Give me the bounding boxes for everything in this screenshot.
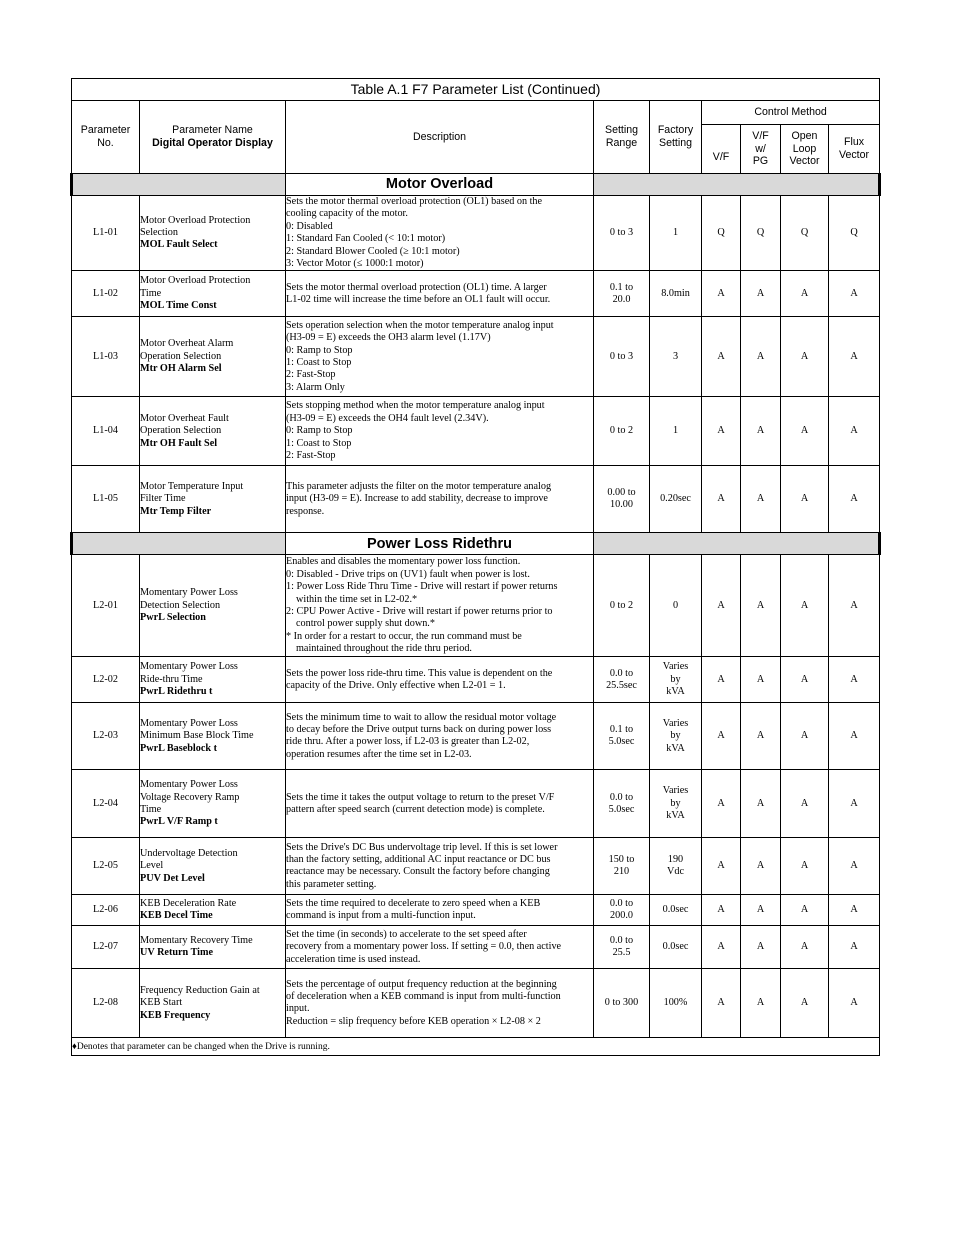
text-line: Sets operation selection when the motor temperature analog input [286, 319, 554, 331]
method-flux-vector: A [829, 895, 880, 926]
param-name [140, 196, 286, 271]
text-line: 100% [663, 997, 688, 1009]
factory-setting [650, 838, 702, 895]
section-band-left [72, 533, 286, 555]
text-line: by [670, 797, 681, 809]
header-control-method: Control Method [702, 101, 880, 125]
setting-range [594, 703, 650, 770]
param-name [140, 657, 286, 703]
param-number: L2-02 [72, 657, 140, 703]
setting-range [594, 317, 650, 397]
text-line: Varies [662, 785, 689, 797]
text-line: input (H3-09 = E). Increase to add stability, decrease to improve [286, 493, 548, 505]
param-description [286, 926, 594, 969]
table-row [72, 397, 880, 466]
factory-setting [650, 926, 702, 969]
text-line: 0 to 3 [609, 227, 634, 239]
text-line: Enables and disables the momentary power loss function. [286, 556, 521, 568]
text-line: 0: Disabled - Drive trips on (UV1) fault when power is lost. [286, 568, 530, 580]
operator-display: MOL Time Const [140, 300, 217, 312]
text-line: 8.0min [661, 287, 690, 299]
param-number: L1-03 [72, 317, 140, 397]
text-line: 3 [672, 350, 679, 362]
param-name [140, 926, 286, 969]
text-line: Sets the percentage of output frequency reduction at the beginning [286, 978, 557, 990]
text-line: Motor Overload Protection [140, 275, 251, 287]
text-line: This parameter adjusts the filter on the motor temperature analog [286, 480, 552, 492]
text-line: 0.00 to [607, 487, 636, 499]
text-line: 0.0 to [609, 667, 634, 679]
text-line: 25.5sec [606, 679, 637, 691]
text-line: 1 [672, 425, 679, 437]
text-line: 3: Vector Motor (≤ 1000:1 motor) [286, 258, 424, 270]
text-line: Motor Overheat Alarm [140, 338, 234, 350]
table-row [72, 770, 880, 838]
text-line: 0.1 to [609, 724, 634, 736]
text-line: Momentary Power Loss [140, 661, 238, 673]
param-description [286, 271, 594, 317]
text-line: kVA [666, 742, 685, 754]
method-open-loop-vector: A [781, 466, 829, 533]
method-vf: A [702, 271, 741, 317]
param-name [140, 838, 286, 895]
text-line: Level [140, 860, 164, 872]
header-factory-setting: Factory Setting [650, 101, 702, 174]
param-number: L2-01 [72, 555, 140, 657]
text-line: Motor Temperature Input [140, 480, 244, 492]
factory-setting [650, 703, 702, 770]
text-line: Reduction = slip frequency before KEB operation × L2-08 × 2 [286, 1015, 541, 1027]
param-name [140, 317, 286, 397]
text-line: Filter Time [140, 493, 186, 505]
text-line: Momentary Power Loss [140, 779, 238, 791]
text-line: 1: Coast to Stop [286, 356, 352, 368]
param-number: L2-03 [72, 703, 140, 770]
param-description [286, 466, 594, 533]
header-vf-pg: V/F w/ PG [741, 125, 781, 174]
method-flux-vector: A [829, 770, 880, 838]
text-line: 0: Ramp to Stop [286, 425, 353, 437]
text-line: L1-02 time will increase the time before an OL1 fault will occur. [286, 293, 551, 305]
text-line: ride thru. After a power loss, if L2-03 is greater than L2-02, [286, 736, 530, 748]
text-line: command is input from a multi-function input. [286, 910, 476, 922]
text-line: 0.0sec [662, 904, 689, 916]
header-setting-range: Setting Range [594, 101, 650, 174]
text-line: 5.0sec [608, 803, 635, 815]
method-vf: A [702, 969, 741, 1038]
text-line: 2: Fast-Stop [286, 369, 336, 381]
method-open-loop-vector: A [781, 770, 829, 838]
factory-setting [650, 196, 702, 271]
text-line: 2: Fast-Stop [286, 450, 336, 462]
text-line: Momentary Recovery Time [140, 935, 253, 947]
table-row [72, 466, 880, 533]
text-line: response. [286, 505, 325, 517]
text-line: Sets the power loss ride-thru time. This value is dependent on the [286, 667, 553, 679]
method-vf: A [702, 317, 741, 397]
method-vf-pg: A [741, 271, 781, 317]
param-number: L1-05 [72, 466, 140, 533]
text-line: 190 [667, 854, 684, 866]
text-line: Time [140, 287, 162, 299]
text-line: Sets the motor thermal overload protection (OL1) time. A larger [286, 281, 547, 293]
param-name [140, 770, 286, 838]
setting-range [594, 770, 650, 838]
param-number: L1-04 [72, 397, 140, 466]
param-name [140, 555, 286, 657]
method-open-loop-vector: A [781, 317, 829, 397]
setting-range [594, 895, 650, 926]
text-line: Momentary Power Loss [140, 587, 238, 599]
text-line: 200.0 [610, 910, 633, 922]
text-line: Time [140, 803, 162, 815]
method-flux-vector: A [829, 397, 880, 466]
text-line: KEB Start [140, 997, 183, 1009]
text-line: 0 to 2 [609, 599, 634, 611]
method-vf: A [702, 555, 741, 657]
table-row [72, 703, 880, 770]
param-name [140, 466, 286, 533]
method-open-loop-vector: A [781, 271, 829, 317]
table-row [72, 196, 880, 271]
operator-display: PwrL V/F Ramp t [140, 816, 218, 828]
text-line: by [670, 730, 681, 742]
text-line: 5.0sec [608, 736, 635, 748]
method-vf: A [702, 703, 741, 770]
text-line: KEB Deceleration Rate [140, 898, 237, 910]
param-number: L2-06 [72, 895, 140, 926]
method-flux-vector: A [829, 657, 880, 703]
text-line: 0.0sec [662, 941, 689, 953]
operator-display: PwrL Ridethru t [140, 686, 213, 698]
param-number: L2-07 [72, 926, 140, 969]
setting-range [594, 271, 650, 317]
text-line: Sets the time required to decelerate to zero speed when a KEB [286, 898, 541, 910]
text-line: operation resumes after the time set in L2-03. [286, 748, 472, 760]
operator-display: Mtr OH Fault Sel [140, 437, 218, 449]
method-open-loop-vector: A [781, 838, 829, 895]
text-line: within the time set in L2-02.* [296, 593, 418, 605]
method-open-loop-vector: A [781, 657, 829, 703]
operator-display: PwrL Baseblock t [140, 742, 217, 754]
operator-display: MOL Fault Select [140, 239, 218, 251]
setting-range [594, 397, 650, 466]
text-line: Undervoltage Detection [140, 847, 238, 859]
method-open-loop-vector: Q [781, 196, 829, 271]
text-line: 0.1 to [609, 281, 634, 293]
text-line: 0: Disabled [286, 220, 333, 232]
text-line: kVA [666, 810, 685, 822]
factory-setting [650, 555, 702, 657]
method-vf: A [702, 926, 741, 969]
section-header-row [72, 174, 880, 196]
text-line: 25.5 [612, 947, 631, 959]
text-line: (H3-09 = E) exceeds the OH3 alarm level (1.17V) [286, 332, 491, 344]
method-vf: A [702, 895, 741, 926]
method-vf-pg: A [741, 466, 781, 533]
factory-setting [650, 466, 702, 533]
param-description [286, 838, 594, 895]
param-description [286, 196, 594, 271]
setting-range [594, 196, 650, 271]
text-line: Selection [140, 227, 178, 239]
factory-setting [650, 657, 702, 703]
method-open-loop-vector: A [781, 703, 829, 770]
method-vf-pg: A [741, 895, 781, 926]
text-line: to decay before the Drive output turns back on during power loss [286, 724, 552, 736]
section-band-right [594, 533, 880, 555]
method-vf: Q [702, 196, 741, 271]
text-line: Motor Overheat Fault [140, 412, 229, 424]
param-description [286, 555, 594, 657]
text-line: reactance may be necessary. Consult the factory before changing [286, 866, 550, 878]
section-band-left [72, 174, 286, 196]
text-line: 2: Standard Blower Cooled (≥ 10:1 motor) [286, 245, 460, 257]
text-line: Varies [662, 717, 689, 729]
param-name [140, 969, 286, 1038]
section-header-row [72, 533, 880, 555]
text-line: input. [286, 1003, 310, 1015]
text-line: Frequency Reduction Gain at [140, 984, 260, 996]
text-line: Sets the time it takes the output voltage to return to the preset V/F [286, 791, 555, 803]
method-open-loop-vector: A [781, 555, 829, 657]
text-line: Motor Overload Protection [140, 214, 251, 226]
method-vf-pg: A [741, 969, 781, 1038]
param-description [286, 397, 594, 466]
operator-display: KEB Frequency [140, 1009, 211, 1021]
method-vf: A [702, 770, 741, 838]
method-open-loop-vector: A [781, 969, 829, 1038]
header-flux-vector: Flux Vector [829, 125, 880, 174]
text-line: capacity of the Drive. Only effective when L2-01 = 1. [286, 679, 506, 691]
factory-setting [650, 969, 702, 1038]
param-number: L2-08 [72, 969, 140, 1038]
text-line: 0 to 300 [604, 997, 639, 1009]
text-line: Voltage Recovery Ramp [140, 791, 240, 803]
param-description [286, 317, 594, 397]
param-number: L1-01 [72, 196, 140, 271]
param-description [286, 895, 594, 926]
text-line: Operation Selection [140, 425, 222, 437]
table-row [72, 657, 880, 703]
text-line: 0 [672, 599, 679, 611]
operator-display: Mtr Temp Filter [140, 505, 212, 517]
text-line: acceleration time is used instead. [286, 953, 421, 965]
section-title: Power Loss Ridethru [286, 533, 594, 555]
factory-setting [650, 770, 702, 838]
param-description [286, 969, 594, 1038]
footnote: ♦Denotes that parameter can be changed when the Drive is running. [72, 1038, 880, 1056]
text-line: Minimum Base Block Time [140, 730, 254, 742]
text-line: 1 [672, 227, 679, 239]
text-line: Sets the minimum time to wait to allow the residual motor voltage [286, 711, 557, 723]
text-line: Ride-thru Time [140, 673, 203, 685]
text-line: Set the time (in seconds) to accelerate to the set speed after [286, 928, 527, 940]
text-line: Momentary Power Loss [140, 717, 238, 729]
text-line: this parameter setting. [286, 878, 377, 890]
method-vf: A [702, 657, 741, 703]
operator-display: PwrL Selection [140, 612, 206, 624]
method-open-loop-vector: A [781, 397, 829, 466]
section-band-right [594, 174, 880, 196]
param-description [286, 703, 594, 770]
text-line: 0 to 2 [609, 425, 634, 437]
method-vf-pg: A [741, 657, 781, 703]
text-line: 0: Ramp to Stop [286, 344, 353, 356]
operator-display: KEB Decel Time [140, 910, 213, 922]
setting-range [594, 657, 650, 703]
param-number: L2-04 [72, 770, 140, 838]
method-vf-pg: Q [741, 196, 781, 271]
parameter-list-table [70, 78, 881, 1056]
text-line: Sets the Drive's DC Bus undervoltage trip level. If this is set lower [286, 841, 558, 853]
text-line: kVA [666, 686, 685, 698]
method-flux-vector: A [829, 271, 880, 317]
method-flux-vector: Q [829, 196, 880, 271]
method-vf-pg: A [741, 703, 781, 770]
method-vf-pg: A [741, 317, 781, 397]
section-title: Motor Overload [286, 174, 594, 196]
header-param-name: Parameter Name Digital Operator Display [140, 101, 286, 174]
method-vf: A [702, 466, 741, 533]
param-name [140, 703, 286, 770]
table-row [72, 969, 880, 1038]
text-line: 2: CPU Power Active - Drive will restart if power returns prior to [286, 605, 553, 617]
method-vf-pg: A [741, 555, 781, 657]
method-vf: A [702, 397, 741, 466]
method-vf: A [702, 838, 741, 895]
method-vf-pg: A [741, 397, 781, 466]
text-line: cooling capacity of the motor. [286, 208, 408, 220]
text-line: 0.0 to [609, 791, 634, 803]
text-line: maintained throughout the ride thru period. [296, 643, 472, 655]
param-description [286, 770, 594, 838]
setting-range [594, 926, 650, 969]
param-description [286, 657, 594, 703]
text-line: Sets stopping method when the motor temperature analog input [286, 400, 545, 412]
text-line: than the factory setting, additional AC input reactance or DC bus [286, 854, 551, 866]
param-name [140, 895, 286, 926]
text-line: 150 to [608, 854, 635, 866]
method-open-loop-vector: A [781, 926, 829, 969]
text-line: Operation Selection [140, 350, 222, 362]
method-vf-pg: A [741, 770, 781, 838]
operator-display: Mtr OH Alarm Sel [140, 363, 222, 375]
header-description: Description [286, 101, 594, 174]
setting-range [594, 969, 650, 1038]
header-open-loop-vector: Open Loop Vector [781, 125, 829, 174]
text-line: Detection Selection [140, 599, 221, 611]
text-line: 210 [613, 866, 630, 878]
method-flux-vector: A [829, 555, 880, 657]
param-name [140, 271, 286, 317]
text-line: 20.0 [612, 293, 631, 305]
text-line: 0.20sec [660, 493, 691, 505]
text-line: 1: Coast to Stop [286, 437, 352, 449]
text-line: by [670, 673, 681, 685]
text-line: 3: Alarm Only [286, 381, 345, 393]
table-row [72, 926, 880, 969]
text-line: 0.0 to [609, 935, 634, 947]
text-line: 10.00 [610, 499, 633, 511]
factory-setting [650, 317, 702, 397]
text-line: * In order for a restart to occur, the run command must be [286, 630, 522, 642]
header-param-no: Parameter No. [72, 101, 140, 174]
method-flux-vector: A [829, 466, 880, 533]
factory-setting [650, 397, 702, 466]
operator-display: UV Return Time [140, 947, 214, 959]
method-open-loop-vector: A [781, 895, 829, 926]
table-row [72, 895, 880, 926]
table-row [72, 271, 880, 317]
setting-range [594, 466, 650, 533]
method-flux-vector: A [829, 926, 880, 969]
method-flux-vector: A [829, 317, 880, 397]
text-line: Vdc [667, 866, 684, 878]
text-line: 0 to 3 [609, 350, 634, 362]
header-vf: V/F [702, 125, 741, 174]
table-body [72, 174, 880, 1038]
factory-setting [650, 271, 702, 317]
table-row [72, 317, 880, 397]
factory-setting [650, 895, 702, 926]
text-line: 0.0 to [609, 898, 634, 910]
text-line: Varies [662, 661, 689, 673]
operator-display: PUV Det Level [140, 872, 205, 884]
text-line: control power supply shut down.* [296, 618, 435, 630]
table-title: Table A.1 F7 Parameter List (Continued) [72, 79, 880, 101]
method-flux-vector: A [829, 969, 880, 1038]
setting-range [594, 555, 650, 657]
param-number: L1-02 [72, 271, 140, 317]
text-line: pattern after speed search (current detection mode) is complete. [286, 803, 545, 815]
method-flux-vector: A [829, 838, 880, 895]
param-number: L2-05 [72, 838, 140, 895]
text-line: (H3-09 = E) exceeds the OH4 fault level (2.34V). [286, 412, 489, 424]
method-vf-pg: A [741, 926, 781, 969]
method-vf-pg: A [741, 838, 781, 895]
text-line: 1: Power Loss Ride Thru Time - Drive will restart if power returns [286, 581, 558, 593]
method-flux-vector: A [829, 703, 880, 770]
text-line: of deceleration when a KEB command is input from multi-function [286, 991, 561, 1003]
text-line: 1: Standard Fan Cooled (< 10:1 motor) [286, 233, 446, 245]
param-name [140, 397, 286, 466]
setting-range [594, 838, 650, 895]
table-row [72, 555, 880, 657]
text-line: Sets the motor thermal overload protection (OL1) based on the [286, 196, 543, 207]
text-line: recovery from a momentary power loss. If setting = 0.0, then active [286, 941, 562, 953]
table-row [72, 838, 880, 895]
